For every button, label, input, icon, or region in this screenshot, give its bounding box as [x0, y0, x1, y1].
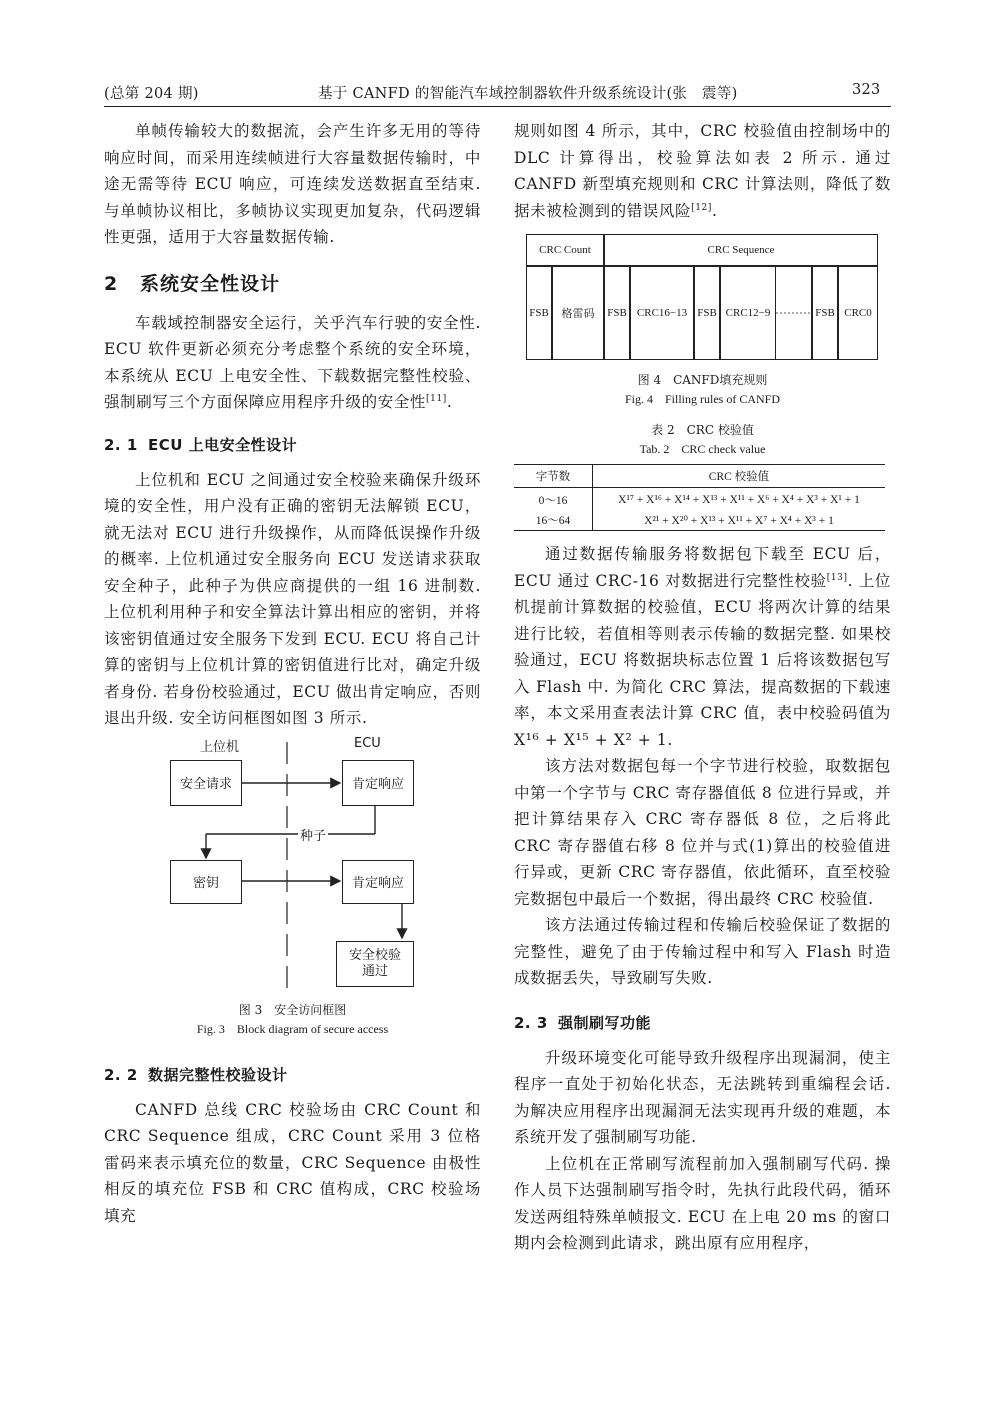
paragraph-text: 车载域控制器安全运行，关乎汽车行驶的安全性. ECU 软件更新必须充分考虑整个系统的安全环境，本系统从 ECU 上电安全性、下载数据完整性校验、强制刷写三个方面保障应用程序升级的安全性 — [104, 313, 481, 411]
citation: [12] — [691, 202, 712, 213]
section-2-2-paragraph: CANFD 总线 CRC 校验场由 CRC Count 和 CRC Sequence 组成，CRC Count 采用 3 位格雷码来表示填充位的数量，CRC Sequence 由极性相反的填充位 FSB 和 CRC 值构成，CRC 校验场填充 — [104, 1100, 481, 1225]
security-request-box: 安全请求 — [170, 760, 242, 806]
figure-4-caption-en: Fig. 4 Filling rules of CANFD — [624, 392, 781, 406]
paragraph-text: . 上位机提前计算数据的校验值，ECU 将两次计算的结果进行比较，若值相等则表示传输的数据完整. 如果校验通过，ECU 将数据块标志位置 1 后将该数据包写入 Flash 中. 为简化 CRC 算法，提高数据的下载速率，本文采用查表法计算 CRC 值，表中校验码值为 X¹⁶ + X¹⁵ + X² + 1. — [514, 571, 891, 749]
fsb-cell: FSB — [526, 266, 552, 360]
table-cell-polynomial: X²¹ + X²⁰ + X¹³ + X¹¹ + X⁷ + X⁴ + X³ + 1 — [593, 510, 886, 531]
crc-0-cell: CRC0 — [838, 266, 878, 360]
fsb-cell: FSB — [812, 266, 838, 360]
lookup-paragraph: 该方法对数据包每一个字节进行校验，取数据包中第一个字节与 CRC 寄存器值低 8 位进行异或，并把计算结果存入 CRC 寄存器低 8 位，之后将此 CRC 寄存器值右移 8 位并与式(1)算出的校验值进行异或，更新 CRC 寄存器值，依此循环，直至校验完数据包中最后一个数据，得出最终 CRC 校验值. — [514, 757, 891, 908]
section-title: 系统安全性设计 — [140, 272, 281, 295]
header-title: 基于 CANFD 的智能汽车域控制器软件升级系统设计(张 震等) — [318, 86, 738, 102]
section-2-heading — [104, 269, 481, 296]
section-title: 强制刷写功能 — [558, 1013, 652, 1032]
section-2-3-heading — [514, 1012, 891, 1033]
section-number: 2 — [104, 272, 119, 295]
figure-4-caption-cn: 图 4 CANFD填充规则 — [637, 373, 768, 387]
table-2 — [514, 464, 885, 531]
gray-code-cell: 格雷码 — [552, 266, 604, 360]
diagram-lines — [104, 735, 481, 996]
table-cell-bytes: 16～64 — [514, 510, 593, 531]
table-row — [514, 488, 885, 511]
section-number: 2. 1 — [104, 435, 138, 454]
crc-count-header: CRC Count — [526, 234, 604, 266]
section-2-3-paragraph-1: 升级环境变化可能导致升级程序出现漏洞，使主程序一直处于初始化状态，无法跳转到重编程会话. 为解决应用程序出现漏洞无法实现再升级的难题，本系统开发了强制刷写功能. — [514, 1048, 891, 1146]
crc-16-13-cell: CRC16−13 — [630, 266, 694, 360]
citation: [13] — [826, 572, 848, 583]
paragraph-end: . — [446, 393, 453, 411]
continuation-paragraph — [514, 118, 891, 224]
table-header-bytes: 字节数 — [514, 465, 593, 488]
security-pass-box — [336, 941, 414, 987]
key-box: 密钥 — [170, 860, 242, 904]
table-2-caption-cn: 表 2 CRC 校验值 — [651, 423, 754, 437]
section-2-2-heading — [104, 1064, 481, 1085]
positive-response-box-2: 肯定响应 — [342, 860, 414, 904]
section-number: 2. 3 — [514, 1013, 548, 1032]
ellipsis-line — [776, 311, 811, 315]
section-2-3-paragraph-2: 上位机在正常刷写流程前加入强制刷写代码. 操作人员下达强制刷写指令时，先执行此段代码，循环发送两组特殊单帧报文. ECU 在上电 20 ms 的窗口期内会检测到此请求，跳出原有应用程序， — [514, 1154, 891, 1252]
section-number: 2. 2 — [104, 1065, 138, 1084]
crc-12-9-cell: CRC12−9 — [720, 266, 776, 360]
section-2-1-paragraph: 上位机和 ECU 之间通过安全校验来确保升级环境的安全性，用户没有正确的密钥无法解锁 ECU，就无法对 ECU 进行升级操作，从而降低误操作升级的概率. 上位机通过安全服务向 ECU 发送请求获取安全种子，此种子为供应商提供的一组 16 进制数. 上位机利用种子和安全算法计算出相应的密钥，并将该密钥值通过安全服务下发到 ECU. ECU 将自己计算的密钥与上位机计算的密钥值进行比对，确定升级者身份. 若身份校验通过，ECU 做出肯定响应，否则退出升级. 安全访问框图如图 3 所示. — [104, 470, 481, 727]
pass-line-1: 安全校验 — [348, 947, 401, 963]
seed-label: 种子 — [298, 825, 328, 844]
paragraph-end: . — [711, 201, 718, 220]
figure-4-diagram — [526, 234, 878, 362]
ellipsis-cell — [776, 266, 812, 360]
crc-paragraph — [514, 541, 891, 753]
figure-3-caption-cn: 图 3 安全访问框图 — [238, 1002, 347, 1017]
figure-3-diagram — [104, 735, 481, 996]
table-header-crc: CRC 校验值 — [593, 465, 886, 488]
host-label: 上位机 — [200, 739, 240, 755]
section-title: ECU 上电安全性设计 — [148, 435, 298, 454]
intro-paragraph: 单帧传输较大的数据流，会产生许多无用的等待响应时间，而采用连续帧进行大容量数据传输时，中途无需等待 ECU 响应，可连续发送数据直至结束. 与单帧协议相比，多帧协议实现更加复杂，代码逻辑性更强，适用于大容量数据传输. — [104, 122, 481, 246]
fsb-cell: FSB — [694, 266, 720, 360]
table-cell-bytes: 0～16 — [514, 488, 593, 511]
paragraph-text: 通过数据传输服务将数据包下载至 ECU 后，ECU 通过 CRC-16 对数据进行完整性校验 — [514, 545, 891, 590]
header-issue: (总第 204 期) — [104, 86, 199, 102]
left-column — [104, 118, 481, 1229]
crc-sequence-header: CRC Sequence — [604, 234, 878, 266]
section-2-paragraph — [104, 310, 481, 416]
header-rule — [104, 106, 891, 107]
pass-line-2: 通过 — [361, 963, 388, 979]
table-cell-polynomial: X¹⁷ + X¹⁶ + X¹⁴ + X¹³ + X¹¹ + X⁶ + X⁴ + X³ + X¹ + 1 — [618, 494, 860, 506]
citation: [11] — [426, 393, 447, 404]
section-title: 数据完整性校验设计 — [148, 1065, 288, 1084]
positive-response-box-1: 肯定响应 — [342, 760, 414, 806]
paragraph-text: 规则如图 4 所示，其中，CRC 校验值由控制场中的 DLC 计算得出，校验算法如表 2 所示. 通过 CANFD 新型填充规则和 CRC 计算法则，降低了数据未被检测到的错误风险 — [514, 122, 891, 220]
table-2-caption-en: Tab. 2 CRC check value — [639, 442, 766, 456]
ecu-label: ECU — [354, 735, 381, 751]
right-column — [514, 118, 891, 1257]
fsb-cell: FSB — [604, 266, 630, 360]
header-page-number: 323 — [852, 82, 881, 98]
figure-3-caption-en: Fig. 3 Block diagram of secure access — [196, 1021, 389, 1036]
section-2-1-heading — [104, 434, 481, 455]
integrity-paragraph: 该方法通过传输过程和传输后校验保证了数据的完整性，避免了由于传输过程中和写入 Flash 时造成数据丢失，导致刷写失败. — [514, 916, 891, 987]
table-row — [514, 510, 885, 531]
